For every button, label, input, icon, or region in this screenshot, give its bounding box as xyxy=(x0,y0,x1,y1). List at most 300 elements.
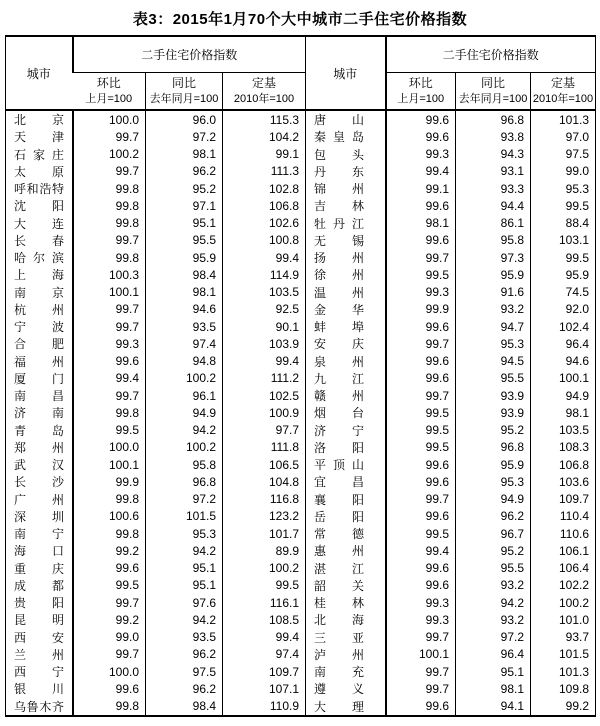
city-name: 成都 xyxy=(14,578,64,593)
city-cell xyxy=(306,163,386,180)
city-cell xyxy=(306,629,386,646)
base-cell: 104.8 xyxy=(223,473,306,490)
mom-cell: 99.7 xyxy=(73,301,146,318)
city-name: 韶关 xyxy=(314,578,365,593)
table-row xyxy=(6,335,596,352)
base-cell: 123.2 xyxy=(223,508,306,525)
yoy-cell: 100.2 xyxy=(146,370,223,387)
city-cell xyxy=(6,577,73,594)
mom-cell: 99.4 xyxy=(386,542,456,559)
city-name: 太原 xyxy=(14,164,64,179)
city-name: 南充 xyxy=(314,665,365,680)
yoy-cell: 94.6 xyxy=(146,301,223,318)
city-name: 北海 xyxy=(314,613,365,628)
yoy-cell: 93.2 xyxy=(456,577,531,594)
base-cell: 95.3 xyxy=(531,180,596,197)
city-name: 贵阳 xyxy=(14,596,64,611)
yoy-cell: 93.1 xyxy=(456,163,531,180)
yoy-cell: 94.9 xyxy=(146,404,223,421)
mom-cell: 100.1 xyxy=(73,284,146,301)
yoy-cell: 95.3 xyxy=(146,525,223,542)
city-name: 郑州 xyxy=(14,440,64,455)
city-cell xyxy=(6,335,73,352)
base-cell: 92.5 xyxy=(223,301,306,318)
mom-column-header xyxy=(386,73,456,111)
city-name: 南京 xyxy=(14,285,64,300)
base-cell: 103.1 xyxy=(531,232,596,249)
table-body xyxy=(6,110,596,716)
base-cell: 101.5 xyxy=(531,646,596,663)
city-name: 平顶山 xyxy=(314,458,365,473)
base-cell: 99.5 xyxy=(531,197,596,214)
city-cell xyxy=(306,335,386,352)
base-cell: 95.9 xyxy=(531,266,596,283)
city-name: 乌鲁木齐 xyxy=(14,699,64,714)
yoy-cell: 95.1 xyxy=(456,663,531,680)
city-cell xyxy=(6,629,73,646)
city-column-header: 城市 xyxy=(26,66,51,81)
table-row xyxy=(6,197,596,214)
base-cell: 99.1 xyxy=(223,146,306,163)
yoy-header-name: 同比 xyxy=(171,76,196,91)
city-cell xyxy=(6,663,73,680)
mom-cell: 99.5 xyxy=(73,577,146,594)
yoy-cell: 95.9 xyxy=(146,249,223,266)
mom-cell: 99.7 xyxy=(386,629,456,646)
base-cell: 99.5 xyxy=(531,249,596,266)
city-name: 兰州 xyxy=(14,647,64,662)
base-cell: 100.1 xyxy=(531,370,596,387)
city-name: 济南 xyxy=(14,406,64,421)
table-row xyxy=(6,215,596,232)
mom-cell: 99.7 xyxy=(73,163,146,180)
yoy-cell: 95.1 xyxy=(146,560,223,577)
city-cell xyxy=(6,163,73,180)
yoy-cell: 97.2 xyxy=(456,629,531,646)
yoy-header-base: 去年同月=100 xyxy=(149,92,219,105)
yoy-cell: 95.3 xyxy=(456,335,531,352)
city-name: 惠州 xyxy=(314,544,365,559)
mom-cell: 100.1 xyxy=(386,646,456,663)
base-cell: 111.2 xyxy=(223,370,306,387)
city-cell xyxy=(6,301,73,318)
base-cell: 98.1 xyxy=(531,404,596,421)
city-cell xyxy=(306,370,386,387)
yoy-cell: 95.3 xyxy=(456,473,531,490)
table-row xyxy=(6,525,596,542)
city-cell xyxy=(6,560,73,577)
mom-cell: 99.2 xyxy=(73,542,146,559)
table-row xyxy=(6,284,596,301)
group-header-right: 二手住宅价格指数 xyxy=(386,36,596,73)
city-name: 温州 xyxy=(314,285,365,300)
mom-cell: 99.6 xyxy=(73,560,146,577)
city-name: 重庆 xyxy=(14,561,64,576)
mom-cell: 99.6 xyxy=(386,197,456,214)
city-cell xyxy=(306,525,386,542)
yoy-cell: 95.1 xyxy=(146,577,223,594)
base-cell: 74.5 xyxy=(531,284,596,301)
mom-cell: 99.8 xyxy=(73,491,146,508)
city-name: 牡丹江 xyxy=(314,216,365,231)
mom-cell: 99.8 xyxy=(73,698,146,716)
yoy-cell: 96.4 xyxy=(456,646,531,663)
city-column-header: 城市 xyxy=(306,36,386,110)
base-cell: 103.5 xyxy=(223,284,306,301)
city-cell xyxy=(306,594,386,611)
yoy-cell: 97.2 xyxy=(146,128,223,145)
mom-cell: 99.3 xyxy=(73,335,146,352)
yoy-cell: 95.5 xyxy=(456,370,531,387)
base-column-header xyxy=(531,73,596,111)
table-row xyxy=(6,577,596,594)
yoy-cell: 96.2 xyxy=(146,646,223,663)
mom-cell: 99.9 xyxy=(73,473,146,490)
table-row xyxy=(6,646,596,663)
base-cell: 100.2 xyxy=(531,594,596,611)
yoy-cell: 98.4 xyxy=(146,266,223,283)
city-name: 襄阳 xyxy=(314,492,365,507)
table-row xyxy=(6,370,596,387)
table-row xyxy=(6,542,596,559)
city-cell xyxy=(306,215,386,232)
base-cell: 109.7 xyxy=(531,491,596,508)
base-cell: 94.6 xyxy=(531,353,596,370)
city-cell xyxy=(6,353,73,370)
base-cell: 90.1 xyxy=(223,318,306,335)
yoy-cell: 94.2 xyxy=(456,594,531,611)
table-row xyxy=(6,680,596,697)
base-cell: 102.5 xyxy=(223,387,306,404)
city-name: 宁波 xyxy=(14,320,64,335)
city-name: 哈尔滨 xyxy=(14,251,64,266)
city-name: 锦州 xyxy=(314,182,365,197)
mom-cell: 99.6 xyxy=(386,508,456,525)
mom-cell: 99.6 xyxy=(386,353,456,370)
city-cell xyxy=(306,301,386,318)
yoy-cell: 95.2 xyxy=(456,422,531,439)
city-name: 徐州 xyxy=(314,268,365,283)
base-cell: 99.4 xyxy=(223,249,306,266)
yoy-cell: 98.1 xyxy=(456,680,531,697)
mom-cell: 100.3 xyxy=(73,266,146,283)
table-row xyxy=(6,318,596,335)
base-cell: 92.0 xyxy=(531,301,596,318)
city-name: 赣州 xyxy=(314,389,365,404)
base-cell: 99.5 xyxy=(223,577,306,594)
mom-cell: 99.6 xyxy=(386,698,456,716)
yoy-cell: 96.1 xyxy=(146,387,223,404)
city-name: 长沙 xyxy=(14,475,64,490)
yoy-cell: 94.5 xyxy=(456,353,531,370)
base-cell: 115.3 xyxy=(223,110,306,128)
base-header-name: 定基 xyxy=(252,76,277,91)
city-cell xyxy=(306,249,386,266)
yoy-column-header xyxy=(456,73,531,111)
city-name: 丹东 xyxy=(314,164,365,179)
city-name: 大理 xyxy=(314,699,365,714)
yoy-cell: 95.2 xyxy=(146,180,223,197)
base-cell: 104.2 xyxy=(223,128,306,145)
base-cell: 108.5 xyxy=(223,611,306,628)
city-name: 呼和浩特 xyxy=(14,182,64,197)
page-title: 表3：2015年1月70个大中城市二手住宅价格指数 xyxy=(132,11,468,28)
city-cell xyxy=(6,249,73,266)
yoy-cell: 96.2 xyxy=(146,680,223,697)
city-name: 吉林 xyxy=(314,199,365,214)
city-name: 遵义 xyxy=(314,682,365,697)
yoy-cell: 93.5 xyxy=(146,318,223,335)
yoy-cell: 97.3 xyxy=(456,249,531,266)
table-row xyxy=(6,439,596,456)
mom-cell: 99.8 xyxy=(73,404,146,421)
city-cell xyxy=(306,611,386,628)
base-cell: 99.4 xyxy=(223,353,306,370)
city-name: 宜昌 xyxy=(314,475,365,490)
base-cell: 103.5 xyxy=(531,422,596,439)
yoy-cell: 96.8 xyxy=(146,473,223,490)
city-cell xyxy=(6,318,73,335)
yoy-cell: 93.8 xyxy=(456,128,531,145)
mom-header-name: 环比 xyxy=(408,76,433,91)
base-cell: 106.8 xyxy=(223,197,306,214)
city-cell xyxy=(6,128,73,145)
base-cell: 100.9 xyxy=(223,404,306,421)
base-cell: 108.3 xyxy=(531,439,596,456)
yoy-cell: 96.8 xyxy=(456,110,531,128)
table-row xyxy=(6,698,596,716)
yoy-cell: 94.8 xyxy=(146,353,223,370)
base-cell: 100.8 xyxy=(223,232,306,249)
city-cell xyxy=(6,266,73,283)
city-cell xyxy=(6,456,73,473)
city-name: 三亚 xyxy=(314,630,365,645)
base-cell: 114.9 xyxy=(223,266,306,283)
city-name: 大连 xyxy=(14,216,64,231)
city-cell xyxy=(306,456,386,473)
table-row xyxy=(6,594,596,611)
city-cell xyxy=(306,404,386,421)
yoy-cell: 98.1 xyxy=(146,146,223,163)
mom-cell: 99.3 xyxy=(386,611,456,628)
group-header-row xyxy=(6,36,596,73)
city-cell xyxy=(6,146,73,163)
city-name: 杭州 xyxy=(14,302,64,317)
mom-cell: 99.6 xyxy=(386,473,456,490)
base-cell: 102.2 xyxy=(531,577,596,594)
mom-cell: 98.1 xyxy=(386,215,456,232)
mom-cell: 100.1 xyxy=(73,456,146,473)
yoy-cell: 94.4 xyxy=(456,197,531,214)
mom-cell: 99.7 xyxy=(386,491,456,508)
table-row xyxy=(6,663,596,680)
mom-cell: 99.7 xyxy=(386,249,456,266)
city-name: 武汉 xyxy=(14,458,64,473)
city-cell xyxy=(306,439,386,456)
city-cell xyxy=(306,663,386,680)
city-name: 天津 xyxy=(14,130,64,145)
table-row xyxy=(6,404,596,421)
city-cell xyxy=(6,508,73,525)
base-cell: 107.1 xyxy=(223,680,306,697)
city-cell xyxy=(306,110,386,128)
base-cell: 101.0 xyxy=(531,611,596,628)
mom-cell: 99.6 xyxy=(386,456,456,473)
yoy-cell: 94.2 xyxy=(146,422,223,439)
sub-header-row xyxy=(6,73,596,111)
price-index-table xyxy=(5,35,596,717)
base-cell: 106.8 xyxy=(531,456,596,473)
yoy-cell: 96.2 xyxy=(456,508,531,525)
base-cell: 97.0 xyxy=(531,128,596,145)
base-cell: 101.7 xyxy=(223,525,306,542)
city-cell xyxy=(306,646,386,663)
mom-cell: 99.7 xyxy=(73,232,146,249)
base-cell: 116.1 xyxy=(223,594,306,611)
city-cell xyxy=(6,680,73,697)
city-name: 青岛 xyxy=(14,423,64,438)
city-name: 湛江 xyxy=(314,561,365,576)
mom-cell: 99.5 xyxy=(386,422,456,439)
city-name: 无锡 xyxy=(314,233,365,248)
city-cell xyxy=(6,284,73,301)
mom-cell: 99.8 xyxy=(73,215,146,232)
base-cell: 99.2 xyxy=(531,698,596,716)
table-row xyxy=(6,180,596,197)
base-cell: 111.3 xyxy=(223,163,306,180)
mom-cell: 99.5 xyxy=(386,266,456,283)
mom-cell: 99.7 xyxy=(73,128,146,145)
yoy-cell: 97.4 xyxy=(146,335,223,352)
mom-cell: 100.0 xyxy=(73,663,146,680)
base-cell: 110.4 xyxy=(531,508,596,525)
city-name: 泉州 xyxy=(314,354,365,369)
city-cell xyxy=(306,232,386,249)
base-cell: 102.6 xyxy=(223,215,306,232)
city-cell xyxy=(306,560,386,577)
mom-cell: 99.3 xyxy=(386,594,456,611)
base-cell: 97.4 xyxy=(223,646,306,663)
city-name: 唐山 xyxy=(314,113,365,128)
table-row xyxy=(6,232,596,249)
mom-cell: 99.7 xyxy=(73,318,146,335)
city-name: 深圳 xyxy=(14,509,64,524)
city-cell xyxy=(306,473,386,490)
base-cell: 116.8 xyxy=(223,491,306,508)
base-cell: 102.8 xyxy=(223,180,306,197)
city-name: 包头 xyxy=(314,147,365,162)
mom-cell: 99.7 xyxy=(386,663,456,680)
yoy-cell: 97.6 xyxy=(146,594,223,611)
yoy-cell: 95.2 xyxy=(456,542,531,559)
city-cell xyxy=(306,680,386,697)
base-cell: 94.9 xyxy=(531,387,596,404)
city-cell xyxy=(306,197,386,214)
yoy-cell: 96.2 xyxy=(146,163,223,180)
city-name: 常德 xyxy=(314,527,365,542)
base-header-name: 定基 xyxy=(551,76,576,91)
yoy-cell: 86.1 xyxy=(456,215,531,232)
base-header-base: 2010年=100 xyxy=(532,92,594,105)
mom-cell: 99.8 xyxy=(73,197,146,214)
mom-cell: 99.3 xyxy=(386,146,456,163)
city-name: 秦皇岛 xyxy=(314,130,365,145)
city-name: 南宁 xyxy=(14,527,64,542)
mom-cell: 99.7 xyxy=(73,646,146,663)
yoy-cell: 95.9 xyxy=(456,266,531,283)
table-row xyxy=(6,128,596,145)
base-cell: 97.5 xyxy=(531,146,596,163)
city-cell xyxy=(306,491,386,508)
mom-header-name: 环比 xyxy=(96,76,121,91)
base-cell: 103.9 xyxy=(223,335,306,352)
city-name: 长春 xyxy=(14,233,64,248)
base-cell: 93.7 xyxy=(531,629,596,646)
yoy-cell: 100.2 xyxy=(146,439,223,456)
yoy-cell: 96.7 xyxy=(456,525,531,542)
mom-cell: 99.3 xyxy=(386,284,456,301)
table-row xyxy=(6,560,596,577)
base-cell: 110.6 xyxy=(531,525,596,542)
table-row xyxy=(6,508,596,525)
city-cell xyxy=(6,197,73,214)
yoy-cell: 93.9 xyxy=(456,387,531,404)
city-name: 合肥 xyxy=(14,337,64,352)
city-cell xyxy=(6,611,73,628)
base-column-header xyxy=(223,73,306,111)
table-row xyxy=(6,266,596,283)
base-cell: 101.3 xyxy=(531,663,596,680)
city-cell xyxy=(6,646,73,663)
mom-cell: 100.0 xyxy=(73,439,146,456)
yoy-column-header xyxy=(146,73,223,111)
yoy-cell: 95.5 xyxy=(146,232,223,249)
table-row xyxy=(6,611,596,628)
table-row xyxy=(6,353,596,370)
yoy-cell: 94.9 xyxy=(456,491,531,508)
yoy-header-base: 去年同月=100 xyxy=(458,92,528,105)
table-row xyxy=(6,301,596,318)
base-cell: 106.1 xyxy=(531,542,596,559)
base-cell: 100.2 xyxy=(223,560,306,577)
yoy-cell: 95.9 xyxy=(456,456,531,473)
mom-cell: 99.7 xyxy=(73,387,146,404)
city-name: 扬州 xyxy=(314,251,365,266)
base-cell: 111.8 xyxy=(223,439,306,456)
city-name: 九江 xyxy=(314,371,365,386)
city-name: 石家庄 xyxy=(14,147,64,162)
table-row xyxy=(6,422,596,439)
city-cell xyxy=(6,594,73,611)
city-cell xyxy=(6,215,73,232)
yoy-cell: 95.8 xyxy=(456,232,531,249)
city-cell xyxy=(6,387,73,404)
city-name: 南昌 xyxy=(14,389,64,404)
mom-column-header xyxy=(73,73,146,111)
city-cell xyxy=(6,110,73,128)
city-cell xyxy=(6,422,73,439)
city-name: 西安 xyxy=(14,630,64,645)
mom-cell: 99.8 xyxy=(73,525,146,542)
mom-cell: 99.7 xyxy=(386,387,456,404)
yoy-cell: 96.0 xyxy=(146,110,223,128)
yoy-cell: 101.5 xyxy=(146,508,223,525)
mom-cell: 99.2 xyxy=(73,611,146,628)
city-name: 洛阳 xyxy=(314,440,365,455)
city-cell xyxy=(306,577,386,594)
mom-cell: 99.6 xyxy=(386,560,456,577)
mom-cell: 99.6 xyxy=(386,232,456,249)
